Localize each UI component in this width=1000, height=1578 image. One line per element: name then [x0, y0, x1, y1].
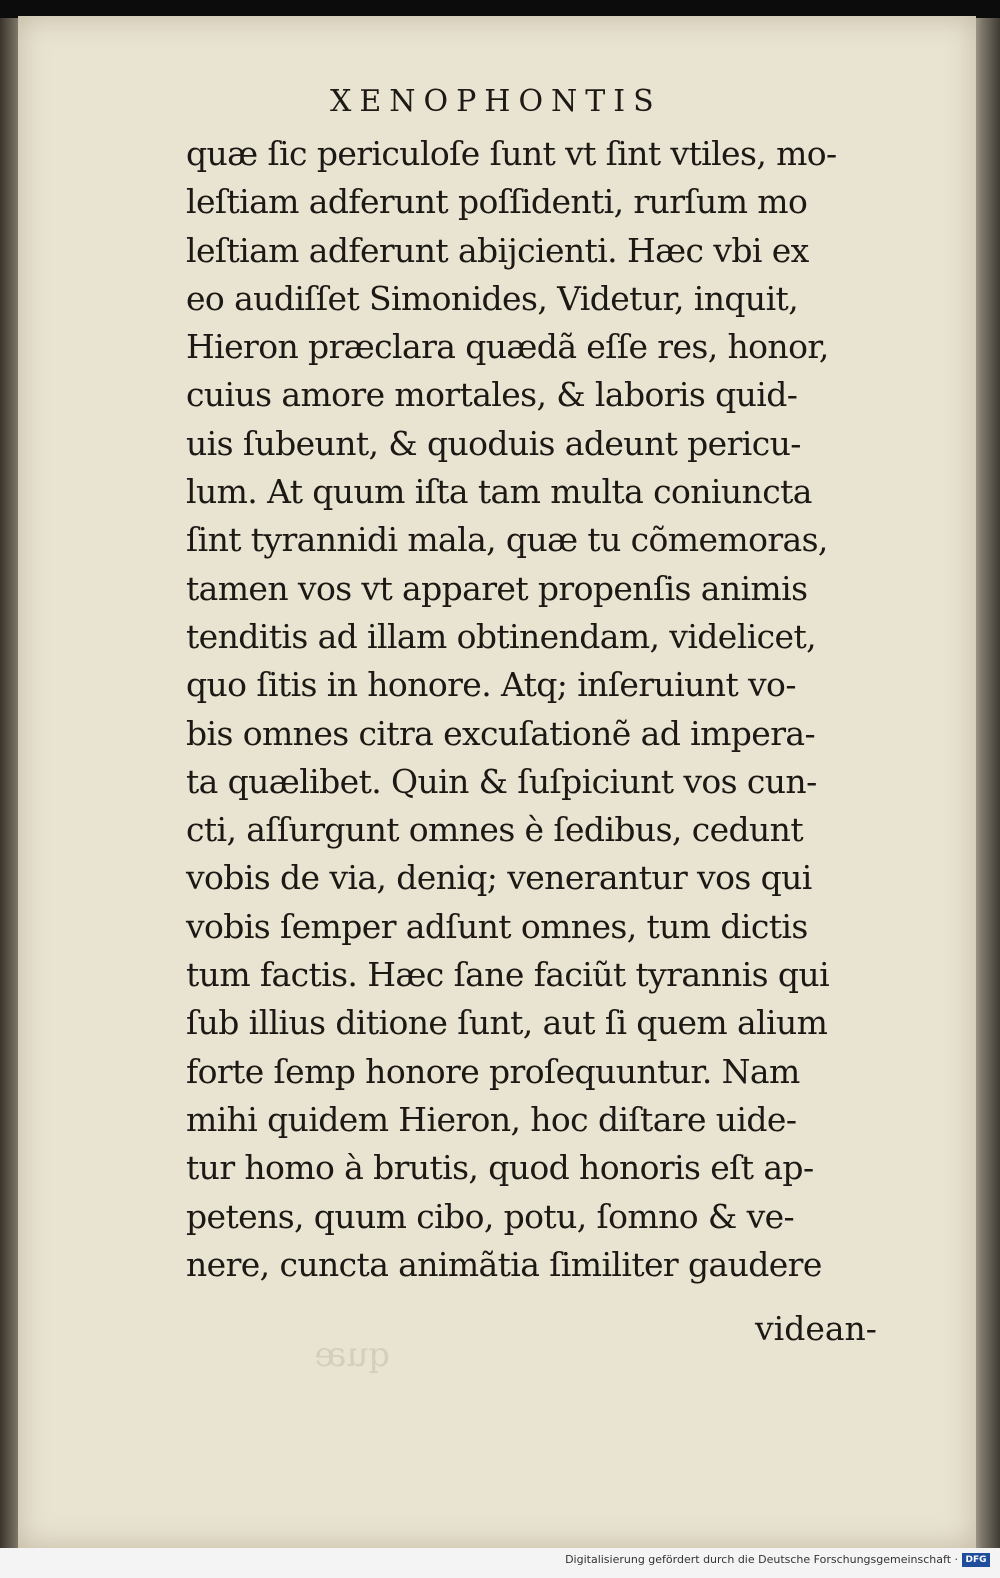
- text-line: tum factis. Hæc ſane faciũt tyrannis qui: [186, 955, 830, 995]
- text-line: leſtiam adferunt poſſidenti, rurſum mo: [186, 182, 808, 222]
- text-line: forte ſemp honore proſequuntur. Nam: [186, 1051, 800, 1091]
- text-line: quo ſitis in honore. Atq; inſeruiunt vo‑: [186, 665, 796, 705]
- text-line: tur homo à brutis, quod honoris eſt ap‑: [186, 1148, 814, 1188]
- text-line: quæ ſic periculoſe ſunt vt ſint vtiles, mo‑: [186, 134, 837, 173]
- text-line: vobis ſemper adſunt omnes, tum dictis: [186, 906, 808, 946]
- text-line: vobis de via, deniq; venerantur vos qui: [186, 858, 812, 898]
- text-line: nere, cuncta animãtia ſimiliter gaudere: [186, 1244, 822, 1284]
- text-line: mihi quidem Hieron, hoc diſtare uide‑: [186, 1099, 797, 1139]
- catchword: videan‑: [755, 1309, 877, 1348]
- text-line: ta quælibet. Quin & ſuſpiciunt vos cun‑: [186, 761, 817, 801]
- page-text-block: [186, 130, 916, 1310]
- text-line: cti, aſſurgunt omnes è ſedibus, cedunt: [186, 810, 803, 850]
- running-header: XENOPHONTIS: [330, 84, 662, 119]
- text-line: ſub illius ditione ſunt, aut ſi quem alium: [186, 1003, 828, 1043]
- text-line: petens, quum cibo, potu, ſomno & ve‑: [186, 1196, 795, 1236]
- funding-credit: Digitalisierung gefördert durch die Deutsche Forschungsgemeinschaft ·: [565, 1553, 958, 1566]
- text-line: lum. At quum iſta tam multa coniuncta: [186, 472, 812, 512]
- text-line: tamen vos vt apparet propenſis animis: [186, 568, 808, 608]
- text-line: tenditis ad illam obtinendam, videlicet,: [186, 616, 817, 656]
- text-line: Hieron præclara quædã eſſe res, honor,: [186, 327, 829, 367]
- text-line: eo audiſſet Simonides, Videtur, inquit,: [186, 278, 799, 318]
- text-line: bis omnes citra excuſationẽ ad impera‑: [186, 713, 816, 753]
- text-line: leſtiam adferunt abijcienti. Hæc vbi ex: [186, 230, 809, 270]
- bleed-through-text: quæ: [314, 1335, 390, 1375]
- dfg-logo-icon: DFG: [962, 1553, 990, 1567]
- text-line: cuius amore mortales, & laboris quid‑: [186, 375, 798, 415]
- text-line: uis ſubeunt, & quoduis adeunt pericu‑: [186, 423, 801, 463]
- text-line: ſint tyrannidi mala, quæ tu cõmemoras,: [186, 520, 828, 560]
